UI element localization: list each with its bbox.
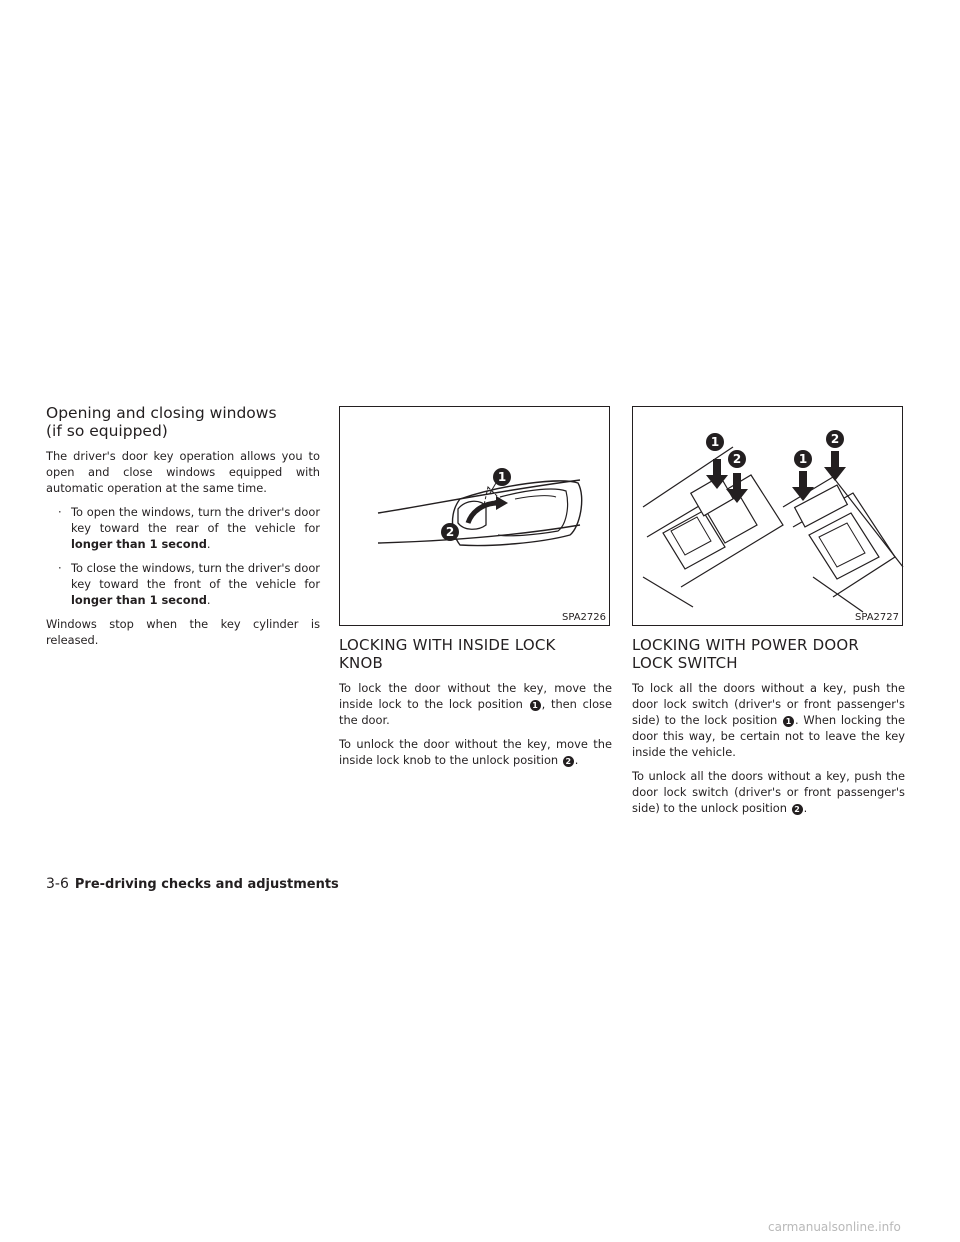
bullet-emphasis: longer than 1 second xyxy=(71,593,207,607)
heading-line-2: KNOB xyxy=(339,654,383,672)
chapter-title: Pre-driving checks and adjustments xyxy=(74,877,339,892)
column-windows xyxy=(46,404,320,656)
text: , then close the door. xyxy=(339,697,613,727)
heading-line-1: LOCKING WITH POWER DOOR xyxy=(632,636,859,654)
callout-1-label: 1 xyxy=(497,470,507,484)
section-heading-power-lock xyxy=(632,636,905,672)
outro-paragraph: Windows stop when the key cylinder is released. xyxy=(46,617,320,647)
section-heading-inside-lock xyxy=(339,636,612,672)
figure-code: SPA2726 xyxy=(561,612,606,623)
switch-panel-illustration xyxy=(633,407,904,627)
bullet-text: To close the windows, turn the driver's door key toward the front of the vehicle for xyxy=(71,561,320,591)
unlock-paragraph xyxy=(339,736,612,768)
list-item xyxy=(46,504,320,552)
heading-line-2: LOCK SWITCH xyxy=(632,654,738,672)
text: . xyxy=(574,753,579,767)
callout-1-icon: 1 xyxy=(530,700,541,711)
page-number: 3-6 xyxy=(46,876,69,892)
intro-paragraph: The driver's door key operation allows you to open and close windows equipped with automatic operation at the same time. xyxy=(46,449,320,495)
watermark: carmanualsonline.info xyxy=(768,1220,901,1234)
door-handle-illustration xyxy=(340,407,611,627)
heading-line-1: LOCKING WITH INSIDE LOCK xyxy=(339,636,556,654)
text: To unlock the door without the key, move the inside lock knob to the unlock position xyxy=(339,737,612,767)
bullet-end: . xyxy=(206,593,211,607)
heading-line-1: Opening and closing windows xyxy=(46,404,277,422)
bullet-emphasis: longer than 1 second xyxy=(71,537,207,551)
list-item xyxy=(46,560,320,608)
callout-2-label: 2 xyxy=(830,432,840,446)
callout-2-label: 2 xyxy=(732,452,742,466)
heading-line-2: (if so equipped) xyxy=(46,422,168,440)
figure-power-door-lock-switch xyxy=(632,406,903,626)
bullet-text: To open the windows, turn the driver's door key toward the rear of the vehicle for xyxy=(71,505,320,535)
column-power-lock xyxy=(632,406,905,824)
text: To unlock all the doors without a key, push the door lock switch (driver's or front passenger's side) to the unlock position xyxy=(632,769,905,815)
callout-1-icon: 1 xyxy=(783,716,794,727)
figure-inside-lock-knob xyxy=(339,406,610,626)
text: To lock the door without the key, move the inside lock to the lock position xyxy=(339,681,612,711)
callout-2-label: 2 xyxy=(445,525,455,539)
text: . xyxy=(803,801,808,815)
callout-2-icon: 2 xyxy=(563,756,574,767)
bullet-marker: · xyxy=(58,561,62,575)
lock-paragraph xyxy=(632,680,905,760)
bullet-end: . xyxy=(206,537,211,551)
figure-code: SPA2727 xyxy=(854,612,899,623)
callout-2-icon: 2 xyxy=(792,804,803,815)
page-footer xyxy=(46,876,339,892)
callout-1-label: 1 xyxy=(710,435,720,449)
callout-1-label: 1 xyxy=(798,452,808,466)
bullet-list xyxy=(46,504,320,608)
unlock-paragraph xyxy=(632,768,905,816)
section-heading-windows xyxy=(46,404,320,440)
text: To lock all the doors without a key, push the door lock switch (driver's or front passenger's side) to the lock position xyxy=(632,681,905,727)
text: . When locking the door this way, be certain not to leave the key inside the vehicle. xyxy=(632,713,905,759)
bullet-marker: · xyxy=(58,505,62,519)
lock-paragraph xyxy=(339,680,612,728)
column-inside-lock xyxy=(339,406,612,776)
